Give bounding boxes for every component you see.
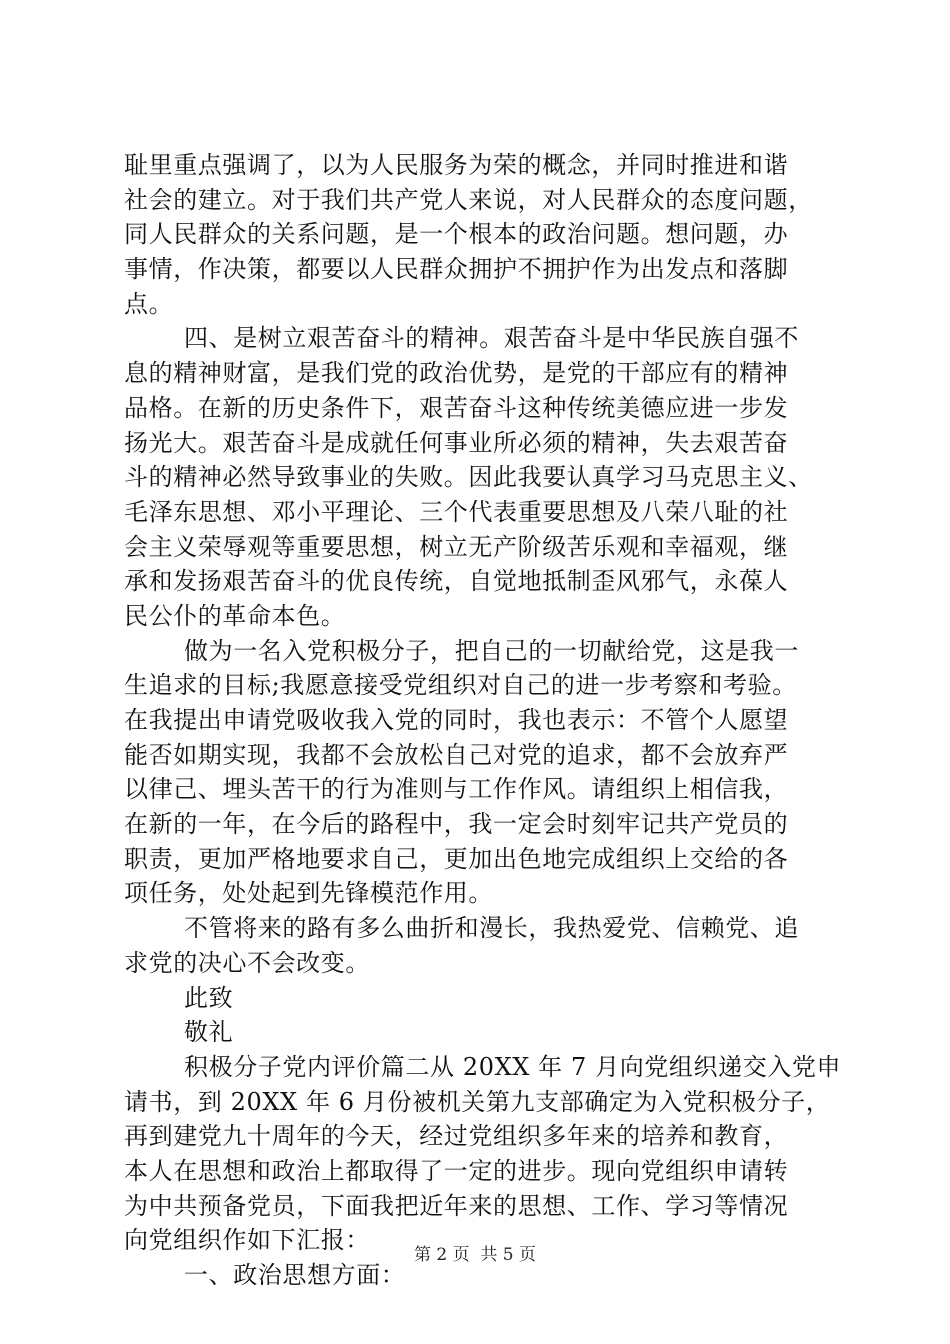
text-line: 四、是树立艰苦奋斗的精神。艰苦奋斗是中华民族自强不 <box>184 324 799 353</box>
text-line: 向党组织作如下汇报： <box>124 1226 370 1255</box>
text-line: 为中共预备党员，下面我把近年来的思想、工作、学习等情况 <box>124 1191 789 1220</box>
text-line: 耻里重点强调了，以为人民服务为荣的概念，并同时推进和谐 <box>124 151 789 179</box>
text-line: 在我提出申请党吸收我入党的同时，我也表示：不管个人愿望 <box>124 706 789 734</box>
text-line: 在新的一年，在今后的路程中，我一定会时刻牢记共产党员的 <box>124 810 789 839</box>
document-body <box>124 148 844 1293</box>
text-line: 承和发扬艰苦奋斗的优良传统，自觉地抵制歪风邪气，永葆人 <box>124 567 789 596</box>
text-line: 本人在思想和政治上都取得了一定的进步。现向党组织申请转 <box>124 1156 789 1185</box>
text-line: 再到建党九十周年的今天，经过党组织多年来的培养和教育， <box>124 1122 789 1151</box>
text-line: 事情，作决策，都要以人民群众拥护不拥护作为出发点和落脚 <box>124 255 789 284</box>
text-line: 请书，到 20XX 年 6 月份被机关第九支部确定为入党积极分子， <box>124 1087 831 1116</box>
text-line: 会主义荣辱观等重要思想，树立无产阶级苦乐观和幸福观，继 <box>124 532 789 561</box>
text-line: 此致 <box>184 983 234 1012</box>
text-line: 品格。在新的历史条件下，艰苦奋斗这种传统美德应进一步发 <box>124 393 789 422</box>
text-line: 社会的建立。对于我们共产党人来说，对人民群众的态度问题， <box>124 185 813 214</box>
text-line: 生追求的目标;我愿意接受党组织对自己的进一步考察和考验。 <box>124 671 797 700</box>
text-line: 项任务，处处起到先锋模范作用。 <box>124 879 493 908</box>
text-line: 扬光大。艰苦奋斗是成就任何事业所必须的精神，失去艰苦奋 <box>124 428 789 457</box>
text-line: 做为一名入党积极分子，把自己的一切献给党，这是我一 <box>184 636 799 665</box>
text-line: 同人民群众的关系问题，是一个根本的政治问题。想问题，办 <box>124 220 789 249</box>
text-line: 以律己、埋头苦干的行为准则与工作作风。请组织上相信我， <box>124 775 789 804</box>
text-line: 民公仆的革命本色。 <box>124 601 346 630</box>
page-footer <box>0 1243 950 1267</box>
text-line: 敬礼 <box>184 1018 234 1047</box>
text-line: 不管将来的路有多么曲折和漫长，我热爱党、信赖党、追 <box>184 914 799 943</box>
text-line: 职责，更加严格地要求自己，更加出色地完成组织上交给的各 <box>124 844 789 873</box>
text-line: 点。 <box>124 289 174 318</box>
text-line: 息的精神财富，是我们党的政治优势，是党的干部应有的精神 <box>124 359 789 388</box>
text-line: 求党的决心不会改变。 <box>124 948 370 977</box>
text-line: 能否如期实现，我都不会放松自己对党的追求，都不会放弃严 <box>124 740 789 769</box>
text-line: 一、政治思想方面： <box>184 1261 406 1289</box>
text-line: 积极分子党内评价篇二从 20XX 年 7 月向党组织递交入党申 <box>184 1052 842 1081</box>
text-line: 斗的精神必然导致事业的失败。因此我要认真学习马克思主义、 <box>124 463 813 492</box>
text-line: 毛泽东思想、邓小平理论、三个代表重要思想及八荣八耻的社 <box>124 497 789 526</box>
page-number-label: 第 2 页 共 5 页 <box>413 1245 537 1265</box>
